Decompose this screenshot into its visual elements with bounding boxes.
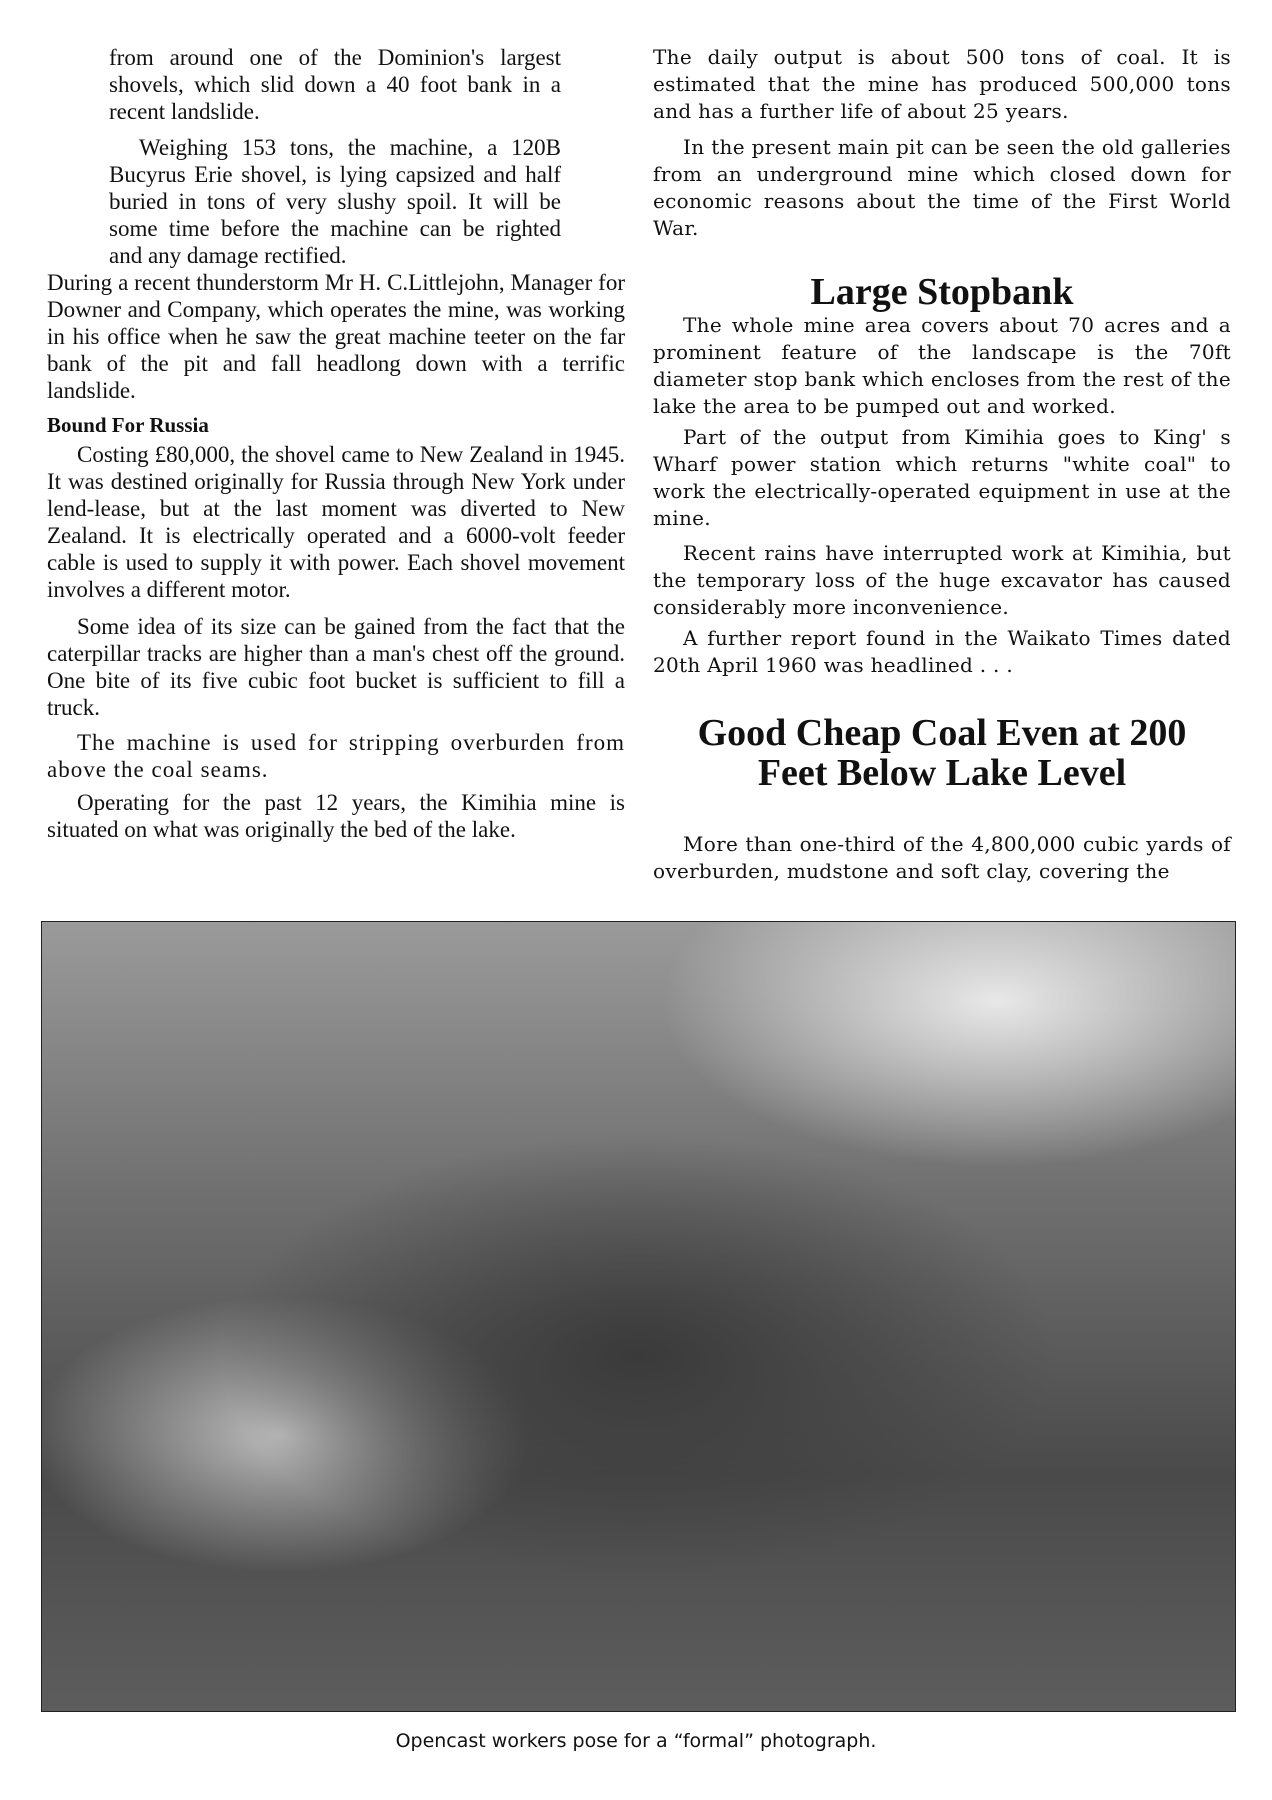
- paragraph: The daily output is about 500 tons of coal. It is estimated that the mine has produced 500,000 tons and has a further life of about 25 years.: [653, 45, 1231, 123]
- paragraph: More than one-third of the 4,800,000 cubic yards of overburden, mudstone and soft clay, covering the: [653, 832, 1231, 883]
- paragraph: Costing £80,000, the shovel came to New Zealand in 1945. It was destined originally for Russia through New York under lend-lease, but at the last moment was diverted to New Zealand. It is electrically operated and a 6000-volt feeder cable is used to supply it with power. Each shovel movement involves a different motor.: [47, 442, 625, 602]
- paragraph: In the present main pit can be seen the old galleries from an underground mine which closed down for economic reasons about the time of the First World War.: [653, 135, 1231, 240]
- left-column: [47, 44, 625, 843]
- paragraph: During a recent thunderstorm Mr H. C.Littlejohn, Manager for Downer and Company, which operates the mine, was working in his office when he saw the great machine teeter on the far bank of the pit and fall headlong down with a terrific landslide.: [47, 270, 625, 403]
- paragraph: Part of the output from Kimihia goes to King' s Wharf power station which returns "white coal" to work the electrically-operated equipment in use at the mine.: [653, 425, 1231, 530]
- paragraph: from around one of the Dominion's largest shovels, which slid down a 40 foot bank in a recent landslide.: [109, 45, 561, 124]
- headline-line-2: Feet Below Lake Level: [757, 752, 1127, 794]
- paragraph: Weighing 153 tons, the machine, a 120B Bucyrus Erie shovel, is lying capsized and half buried in tons of very slushy spoil. It will be some time before the machine can be righted and any damage rectified.: [109, 135, 561, 268]
- subheading: Bound For Russia: [47, 413, 209, 437]
- paragraph: Some idea of its size can be gained from the fact that the caterpillar tracks are higher than a man's chest off the ground. One bite of its five cubic foot bucket is sufficient to fill a truck.: [47, 614, 625, 720]
- paragraph: Operating for the past 12 years, the Kimihia mine is situated on what was originally the bed of the lake.: [47, 790, 625, 842]
- paragraph: Recent rains have interrupted work at Kimihia, but the temporary loss of the huge excavator has caused considerably more inconvenience.: [653, 541, 1231, 619]
- photo-caption: Opencast workers pose for a “formal” photograph.: [395, 1730, 877, 1752]
- headline-line-1: Good Cheap Coal Even at 200: [697, 712, 1187, 754]
- workers-photograph: [41, 921, 1236, 1712]
- paragraph: A further report found in the Waikato Times dated 20th April 1960 was headlined . . .: [653, 626, 1231, 677]
- paragraph: The machine is used for stripping overburden from above the coal seams.: [47, 730, 625, 782]
- heading-large-stopbank: Large Stopbank: [810, 271, 1074, 313]
- right-column: [653, 44, 1231, 885]
- narrow-block: [109, 44, 561, 269]
- paragraph: The whole mine area covers about 70 acres and a prominent feature of the landscape is the 70ft diameter stop bank which encloses from the rest of the lake the area to be pumped out and worked.: [653, 313, 1231, 418]
